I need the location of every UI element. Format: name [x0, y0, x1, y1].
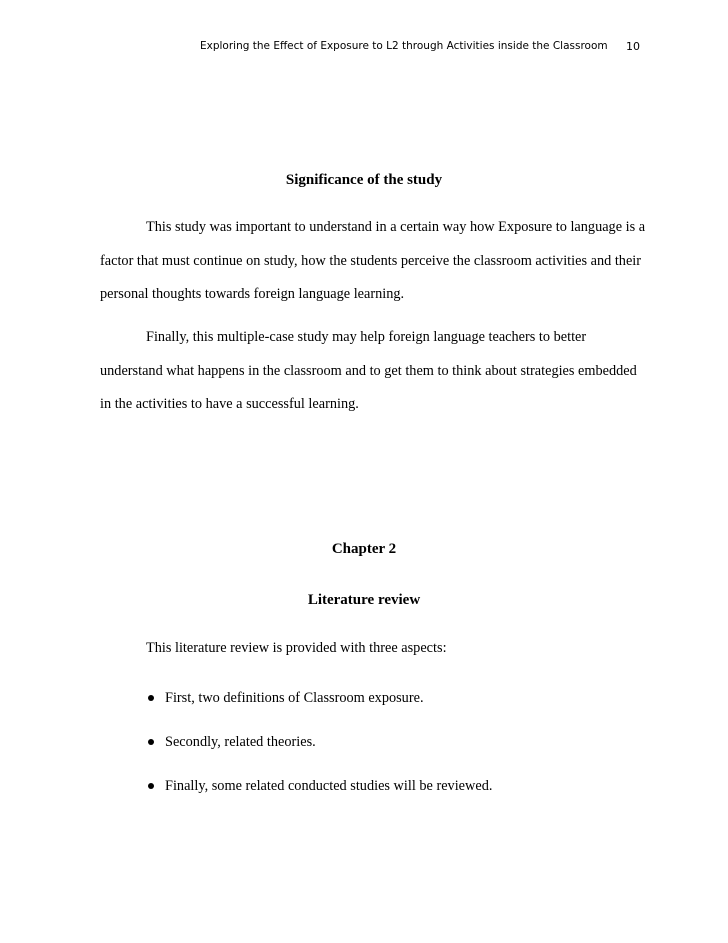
bullet-icon — [148, 739, 154, 745]
section-heading: Significance of the study — [285, 172, 443, 188]
paragraph-line: This study was important to understand in a certain way how Exposure to language is a — [146, 219, 646, 235]
aspects-list — [144, 676, 492, 808]
paragraph-significance — [100, 211, 660, 312]
paragraph-line: understand what happens in the classroom and to get them to think about strategies embedded — [100, 362, 637, 379]
paragraph-line: personal thoughts towards foreign language learning. — [100, 286, 405, 302]
running-head: Exploring the Effect of Exposure to L2 through Activities inside the Classroom — [200, 40, 608, 52]
paragraph-line: factor that must continue on study, how the students perceive the classroom activities and their — [100, 252, 642, 269]
list-item-text: Finally, some related conducted studies will be reviewed. — [165, 778, 493, 794]
list-item-text: Secondly, related theories. — [165, 734, 316, 750]
paragraph-finally — [100, 321, 660, 422]
list-item — [144, 676, 492, 720]
paragraph-line: This literature review is provided with three aspects: — [146, 640, 447, 656]
bullet-icon — [148, 695, 154, 701]
paragraph-line: in the activities to have a successful learning. — [100, 396, 359, 412]
chapter-label: Chapter 2 — [331, 541, 397, 557]
bullet-icon — [148, 783, 154, 789]
chapter-heading: Literature review — [307, 592, 421, 608]
list-item — [144, 764, 492, 808]
list-item-text: First, two definitions of Classroom exposure. — [165, 690, 424, 706]
list-item — [144, 720, 492, 764]
page-number: 10 — [626, 40, 640, 53]
paragraph-intro — [100, 632, 660, 666]
paragraph-line: Finally, this multiple-case study may help foreign language teachers to better — [146, 329, 587, 345]
